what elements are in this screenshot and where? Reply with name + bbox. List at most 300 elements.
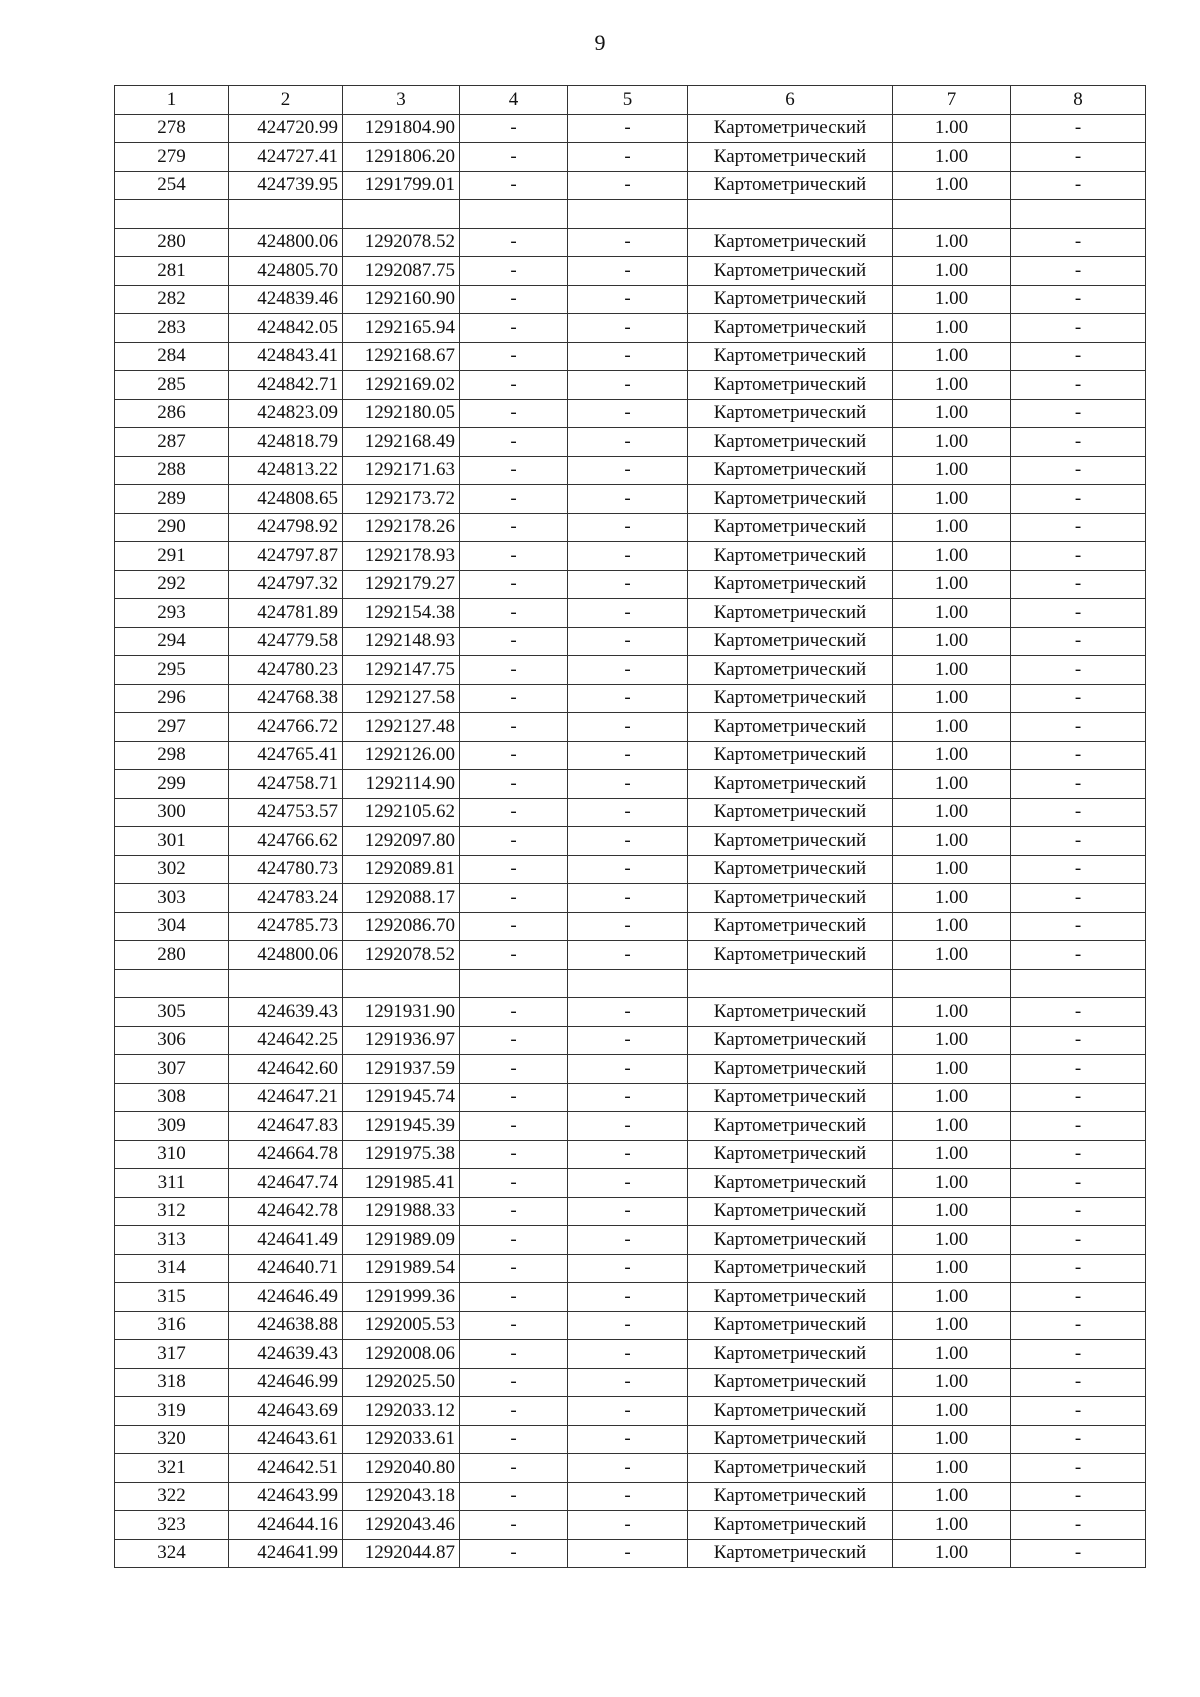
- method-cell: Картометрический: [688, 171, 893, 200]
- y-coordinate-cell: 1292043.18: [343, 1482, 460, 1511]
- table-row: [115, 1454, 1146, 1483]
- accuracy-cell: 1.00: [893, 542, 1011, 571]
- method-cell: Картометрический: [688, 1197, 893, 1226]
- point-number-cell: 303: [115, 884, 229, 913]
- y-coordinate-cell: 1292088.17: [343, 884, 460, 913]
- table-row: [115, 1026, 1146, 1055]
- y-coordinate-cell: 1292148.93: [343, 627, 460, 656]
- column-header: 7: [893, 86, 1011, 115]
- col5-cell: -: [568, 684, 688, 713]
- table-row: [115, 1425, 1146, 1454]
- table-row: [115, 1368, 1146, 1397]
- x-coordinate-cell: 424646.99: [229, 1368, 343, 1397]
- column-header: 1: [115, 86, 229, 115]
- table-row: [115, 1197, 1146, 1226]
- col4-cell: -: [460, 285, 568, 314]
- accuracy-cell: 1.00: [893, 1397, 1011, 1426]
- point-number-cell: 280: [115, 228, 229, 257]
- x-coordinate-cell: 424805.70: [229, 257, 343, 286]
- col8-cell: -: [1011, 1511, 1146, 1540]
- table-row: [115, 1083, 1146, 1112]
- x-coordinate-cell: 424813.22: [229, 456, 343, 485]
- method-cell: Картометрический: [688, 513, 893, 542]
- table-row: [115, 171, 1146, 200]
- col5-cell: -: [568, 1454, 688, 1483]
- x-coordinate-cell: 424780.73: [229, 855, 343, 884]
- point-number-cell: 294: [115, 627, 229, 656]
- y-coordinate-cell: 1292180.05: [343, 399, 460, 428]
- method-cell: Картометрический: [688, 884, 893, 913]
- method-cell: Картометрический: [688, 228, 893, 257]
- point-number-cell: 323: [115, 1511, 229, 1540]
- y-coordinate-cell: 1291936.97: [343, 1026, 460, 1055]
- point-number-cell: 315: [115, 1283, 229, 1312]
- method-cell: Картометрический: [688, 1425, 893, 1454]
- col8-cell: -: [1011, 1112, 1146, 1141]
- col5-cell: -: [568, 1026, 688, 1055]
- col4-cell: -: [460, 1055, 568, 1084]
- col5-cell: -: [568, 257, 688, 286]
- y-coordinate-cell: 1292178.26: [343, 513, 460, 542]
- method-cell: Картометрический: [688, 485, 893, 514]
- table-row: [115, 542, 1146, 571]
- y-coordinate-cell: 1291804.90: [343, 114, 460, 143]
- accuracy-cell: 1.00: [893, 1169, 1011, 1198]
- accuracy-cell: 1.00: [893, 827, 1011, 856]
- y-coordinate-cell: 1292179.27: [343, 570, 460, 599]
- col4-cell: -: [460, 741, 568, 770]
- col4-cell: -: [460, 257, 568, 286]
- table-row: [115, 1055, 1146, 1084]
- col8-cell: -: [1011, 713, 1146, 742]
- column-header: 8: [1011, 86, 1146, 115]
- col8-cell: -: [1011, 1454, 1146, 1483]
- col5-cell: -: [568, 114, 688, 143]
- col8-cell: -: [1011, 285, 1146, 314]
- col5-cell: -: [568, 428, 688, 457]
- col8-cell: -: [1011, 884, 1146, 913]
- col8-cell: -: [1011, 1140, 1146, 1169]
- col4-cell: -: [460, 542, 568, 571]
- col5-cell: -: [568, 171, 688, 200]
- y-coordinate-cell: [343, 200, 460, 229]
- point-number-cell: 301: [115, 827, 229, 856]
- col8-cell: -: [1011, 1169, 1146, 1198]
- point-number-cell: 282: [115, 285, 229, 314]
- separator-row: [115, 969, 1146, 998]
- col4-cell: -: [460, 1511, 568, 1540]
- x-coordinate-cell: 424797.87: [229, 542, 343, 571]
- point-number-cell: 302: [115, 855, 229, 884]
- method-cell: Картометрический: [688, 399, 893, 428]
- y-coordinate-cell: 1292078.52: [343, 941, 460, 970]
- accuracy-cell: 1.00: [893, 1055, 1011, 1084]
- accuracy-cell: 1.00: [893, 399, 1011, 428]
- accuracy-cell: 1.00: [893, 912, 1011, 941]
- accuracy-cell: 1.00: [893, 1140, 1011, 1169]
- method-cell: Картометрический: [688, 741, 893, 770]
- table-row: [115, 1169, 1146, 1198]
- column-header: 4: [460, 86, 568, 115]
- y-coordinate-cell: 1292126.00: [343, 741, 460, 770]
- col5-cell: -: [568, 599, 688, 628]
- x-coordinate-cell: 424765.41: [229, 741, 343, 770]
- table-row: [115, 371, 1146, 400]
- col4-cell: -: [460, 171, 568, 200]
- x-coordinate-cell: 424642.78: [229, 1197, 343, 1226]
- col4-cell: -: [460, 456, 568, 485]
- col4-cell: -: [460, 770, 568, 799]
- col5-cell: -: [568, 1425, 688, 1454]
- point-number-cell: 320: [115, 1425, 229, 1454]
- y-coordinate-cell: 1291945.39: [343, 1112, 460, 1141]
- accuracy-cell: 1.00: [893, 1511, 1011, 1540]
- col4-cell: -: [460, 1311, 568, 1340]
- accuracy-cell: 1.00: [893, 941, 1011, 970]
- point-number-cell: 254: [115, 171, 229, 200]
- col4-cell: [460, 969, 568, 998]
- point-number-cell: 322: [115, 1482, 229, 1511]
- table-row: [115, 114, 1146, 143]
- table-row: [115, 1482, 1146, 1511]
- col5-cell: -: [568, 1539, 688, 1568]
- col8-cell: [1011, 969, 1146, 998]
- method-cell: Картометрический: [688, 1026, 893, 1055]
- method-cell: Картометрический: [688, 1311, 893, 1340]
- col8-cell: [1011, 200, 1146, 229]
- table-row: [115, 770, 1146, 799]
- point-number-cell: [115, 200, 229, 229]
- y-coordinate-cell: 1292040.80: [343, 1454, 460, 1483]
- table-row: [115, 1226, 1146, 1255]
- accuracy-cell: 1.00: [893, 1226, 1011, 1255]
- method-cell: Картометрический: [688, 1511, 893, 1540]
- col5-cell: -: [568, 399, 688, 428]
- y-coordinate-cell: 1291975.38: [343, 1140, 460, 1169]
- table-row: [115, 827, 1146, 856]
- table-row: [115, 741, 1146, 770]
- col4-cell: -: [460, 627, 568, 656]
- accuracy-cell: 1.00: [893, 713, 1011, 742]
- col4-cell: -: [460, 314, 568, 343]
- col8-cell: -: [1011, 941, 1146, 970]
- accuracy-cell: 1.00: [893, 1197, 1011, 1226]
- x-coordinate-cell: 424808.65: [229, 485, 343, 514]
- y-coordinate-cell: 1291988.33: [343, 1197, 460, 1226]
- col5-cell: -: [568, 855, 688, 884]
- page-number: 9: [594, 30, 606, 55]
- point-number-cell: 291: [115, 542, 229, 571]
- point-number-cell: 309: [115, 1112, 229, 1141]
- accuracy-cell: [893, 200, 1011, 229]
- col4-cell: -: [460, 1140, 568, 1169]
- point-number-cell: 319: [115, 1397, 229, 1426]
- x-coordinate-cell: 424647.74: [229, 1169, 343, 1198]
- col5-cell: [568, 969, 688, 998]
- accuracy-cell: 1.00: [893, 1425, 1011, 1454]
- method-cell: Картометрический: [688, 1539, 893, 1568]
- col8-cell: -: [1011, 627, 1146, 656]
- method-cell: Картометрический: [688, 855, 893, 884]
- x-coordinate-cell: 424839.46: [229, 285, 343, 314]
- x-coordinate-cell: 424800.06: [229, 941, 343, 970]
- point-number-cell: 278: [115, 114, 229, 143]
- col8-cell: -: [1011, 1083, 1146, 1112]
- table-row: [115, 399, 1146, 428]
- col8-cell: -: [1011, 1311, 1146, 1340]
- col4-cell: -: [460, 1482, 568, 1511]
- table-row: [115, 941, 1146, 970]
- x-coordinate-cell: 424639.43: [229, 998, 343, 1027]
- accuracy-cell: 1.00: [893, 114, 1011, 143]
- y-coordinate-cell: 1292033.12: [343, 1397, 460, 1426]
- method-cell: Картометрический: [688, 941, 893, 970]
- col5-cell: -: [568, 285, 688, 314]
- accuracy-cell: 1.00: [893, 599, 1011, 628]
- point-number-cell: 318: [115, 1368, 229, 1397]
- col5-cell: -: [568, 456, 688, 485]
- col5-cell: -: [568, 656, 688, 685]
- accuracy-cell: 1.00: [893, 371, 1011, 400]
- accuracy-cell: 1.00: [893, 171, 1011, 200]
- y-coordinate-cell: 1292078.52: [343, 228, 460, 257]
- x-coordinate-cell: 424779.58: [229, 627, 343, 656]
- x-coordinate-cell: 424643.99: [229, 1482, 343, 1511]
- x-coordinate-cell: 424797.32: [229, 570, 343, 599]
- x-coordinate-cell: 424720.99: [229, 114, 343, 143]
- point-number-cell: 292: [115, 570, 229, 599]
- point-number-cell: 308: [115, 1083, 229, 1112]
- x-coordinate-cell: 424643.69: [229, 1397, 343, 1426]
- y-coordinate-cell: 1292114.90: [343, 770, 460, 799]
- accuracy-cell: 1.00: [893, 314, 1011, 343]
- x-coordinate-cell: 424647.21: [229, 1083, 343, 1112]
- table-row: [115, 257, 1146, 286]
- accuracy-cell: 1.00: [893, 855, 1011, 884]
- point-number-cell: 283: [115, 314, 229, 343]
- accuracy-cell: 1.00: [893, 1083, 1011, 1112]
- col5-cell: [568, 200, 688, 229]
- x-coordinate-cell: 424766.62: [229, 827, 343, 856]
- table-row: [115, 314, 1146, 343]
- point-number-cell: 304: [115, 912, 229, 941]
- x-coordinate-cell: 424642.51: [229, 1454, 343, 1483]
- col5-cell: -: [568, 1340, 688, 1369]
- y-coordinate-cell: 1291989.54: [343, 1254, 460, 1283]
- column-header: 2: [229, 86, 343, 115]
- point-number-cell: 279: [115, 143, 229, 172]
- y-coordinate-cell: 1292087.75: [343, 257, 460, 286]
- col8-cell: -: [1011, 257, 1146, 286]
- y-coordinate-cell: 1292105.62: [343, 798, 460, 827]
- col5-cell: -: [568, 1368, 688, 1397]
- x-coordinate-cell: 424842.05: [229, 314, 343, 343]
- method-cell: Картометрический: [688, 114, 893, 143]
- accuracy-cell: 1.00: [893, 656, 1011, 685]
- point-number-cell: 297: [115, 713, 229, 742]
- col8-cell: -: [1011, 599, 1146, 628]
- col4-cell: -: [460, 827, 568, 856]
- col8-cell: -: [1011, 998, 1146, 1027]
- column-header: 3: [343, 86, 460, 115]
- col5-cell: -: [568, 912, 688, 941]
- col8-cell: -: [1011, 1254, 1146, 1283]
- point-number-cell: 311: [115, 1169, 229, 1198]
- x-coordinate-cell: 424641.99: [229, 1539, 343, 1568]
- x-coordinate-cell: 424642.25: [229, 1026, 343, 1055]
- accuracy-cell: [893, 969, 1011, 998]
- table-row: [115, 228, 1146, 257]
- col5-cell: -: [568, 143, 688, 172]
- method-cell: Картометрический: [688, 798, 893, 827]
- table-row: [115, 570, 1146, 599]
- col5-cell: -: [568, 1482, 688, 1511]
- method-cell: Картометрический: [688, 570, 893, 599]
- table-row: [115, 1397, 1146, 1426]
- col5-cell: -: [568, 1055, 688, 1084]
- separator-row: [115, 200, 1146, 229]
- point-number-cell: 289: [115, 485, 229, 514]
- y-coordinate-cell: 1292178.93: [343, 542, 460, 571]
- method-cell: Картометрический: [688, 627, 893, 656]
- accuracy-cell: 1.00: [893, 1112, 1011, 1141]
- y-coordinate-cell: 1291985.41: [343, 1169, 460, 1198]
- point-number-cell: 290: [115, 513, 229, 542]
- col5-cell: -: [568, 1112, 688, 1141]
- col4-cell: [460, 200, 568, 229]
- y-coordinate-cell: [343, 969, 460, 998]
- y-coordinate-cell: 1292147.75: [343, 656, 460, 685]
- y-coordinate-cell: 1292033.61: [343, 1425, 460, 1454]
- point-number-cell: 300: [115, 798, 229, 827]
- col5-cell: -: [568, 941, 688, 970]
- col4-cell: -: [460, 798, 568, 827]
- method-cell: Картометрический: [688, 1112, 893, 1141]
- x-coordinate-cell: 424818.79: [229, 428, 343, 457]
- point-number-cell: 324: [115, 1539, 229, 1568]
- point-number-cell: 321: [115, 1454, 229, 1483]
- col4-cell: -: [460, 1397, 568, 1426]
- y-coordinate-cell: 1292005.53: [343, 1311, 460, 1340]
- accuracy-cell: 1.00: [893, 798, 1011, 827]
- y-coordinate-cell: 1292127.58: [343, 684, 460, 713]
- x-coordinate-cell: 424843.41: [229, 342, 343, 371]
- point-number-cell: 284: [115, 342, 229, 371]
- method-cell: Картометрический: [688, 428, 893, 457]
- method-cell: Картометрический: [688, 656, 893, 685]
- table-row: [115, 1112, 1146, 1141]
- col4-cell: -: [460, 428, 568, 457]
- col8-cell: -: [1011, 827, 1146, 856]
- table-row: [115, 656, 1146, 685]
- col5-cell: -: [568, 1083, 688, 1112]
- table-row: [115, 342, 1146, 371]
- table-row: [115, 513, 1146, 542]
- x-coordinate-cell: 424785.73: [229, 912, 343, 941]
- col5-cell: -: [568, 1254, 688, 1283]
- col4-cell: -: [460, 1454, 568, 1483]
- col8-cell: -: [1011, 485, 1146, 514]
- header-row: [115, 86, 1146, 115]
- method-cell: Картометрический: [688, 1169, 893, 1198]
- col8-cell: -: [1011, 855, 1146, 884]
- accuracy-cell: 1.00: [893, 1311, 1011, 1340]
- table-row: [115, 143, 1146, 172]
- col8-cell: -: [1011, 770, 1146, 799]
- point-number-cell: 286: [115, 399, 229, 428]
- method-cell: Картометрический: [688, 1482, 893, 1511]
- x-coordinate-cell: 424646.49: [229, 1283, 343, 1312]
- table-row: [115, 428, 1146, 457]
- accuracy-cell: 1.00: [893, 570, 1011, 599]
- point-number-cell: 313: [115, 1226, 229, 1255]
- accuracy-cell: 1.00: [893, 627, 1011, 656]
- col8-cell: -: [1011, 428, 1146, 457]
- x-coordinate-cell: 424753.57: [229, 798, 343, 827]
- col4-cell: -: [460, 1425, 568, 1454]
- method-cell: Картометрический: [688, 1454, 893, 1483]
- x-coordinate-cell: 424639.43: [229, 1340, 343, 1369]
- y-coordinate-cell: 1291799.01: [343, 171, 460, 200]
- method-cell: Картометрический: [688, 1368, 893, 1397]
- col4-cell: -: [460, 399, 568, 428]
- accuracy-cell: 1.00: [893, 1539, 1011, 1568]
- method-cell: Картометрический: [688, 1226, 893, 1255]
- y-coordinate-cell: 1291945.74: [343, 1083, 460, 1112]
- x-coordinate-cell: 424823.09: [229, 399, 343, 428]
- point-number-cell: 296: [115, 684, 229, 713]
- method-cell: Картометрический: [688, 314, 893, 343]
- col5-cell: -: [568, 570, 688, 599]
- col8-cell: -: [1011, 570, 1146, 599]
- col5-cell: -: [568, 713, 688, 742]
- col8-cell: -: [1011, 1340, 1146, 1369]
- point-number-cell: 299: [115, 770, 229, 799]
- point-number-cell: 295: [115, 656, 229, 685]
- col8-cell: -: [1011, 542, 1146, 571]
- table-row: [115, 1254, 1146, 1283]
- x-coordinate-cell: [229, 200, 343, 229]
- method-cell: Картометрический: [688, 684, 893, 713]
- x-coordinate-cell: 424640.71: [229, 1254, 343, 1283]
- accuracy-cell: 1.00: [893, 1340, 1011, 1369]
- col4-cell: -: [460, 228, 568, 257]
- accuracy-cell: 1.00: [893, 257, 1011, 286]
- method-cell: Картометрический: [688, 1254, 893, 1283]
- col5-cell: -: [568, 998, 688, 1027]
- x-coordinate-cell: 424647.83: [229, 1112, 343, 1141]
- x-coordinate-cell: 424766.72: [229, 713, 343, 742]
- x-coordinate-cell: 424800.06: [229, 228, 343, 257]
- table-row: [115, 1311, 1146, 1340]
- accuracy-cell: 1.00: [893, 684, 1011, 713]
- col8-cell: -: [1011, 656, 1146, 685]
- col4-cell: -: [460, 114, 568, 143]
- col5-cell: -: [568, 1197, 688, 1226]
- y-coordinate-cell: 1291806.20: [343, 143, 460, 172]
- col8-cell: -: [1011, 143, 1146, 172]
- accuracy-cell: 1.00: [893, 998, 1011, 1027]
- col5-cell: -: [568, 1511, 688, 1540]
- x-coordinate-cell: 424783.24: [229, 884, 343, 913]
- col8-cell: -: [1011, 1397, 1146, 1426]
- method-cell: [688, 969, 893, 998]
- method-cell: Картометрический: [688, 912, 893, 941]
- table-row: [115, 627, 1146, 656]
- x-coordinate-cell: 424727.41: [229, 143, 343, 172]
- method-cell: Картометрический: [688, 1083, 893, 1112]
- col4-cell: -: [460, 713, 568, 742]
